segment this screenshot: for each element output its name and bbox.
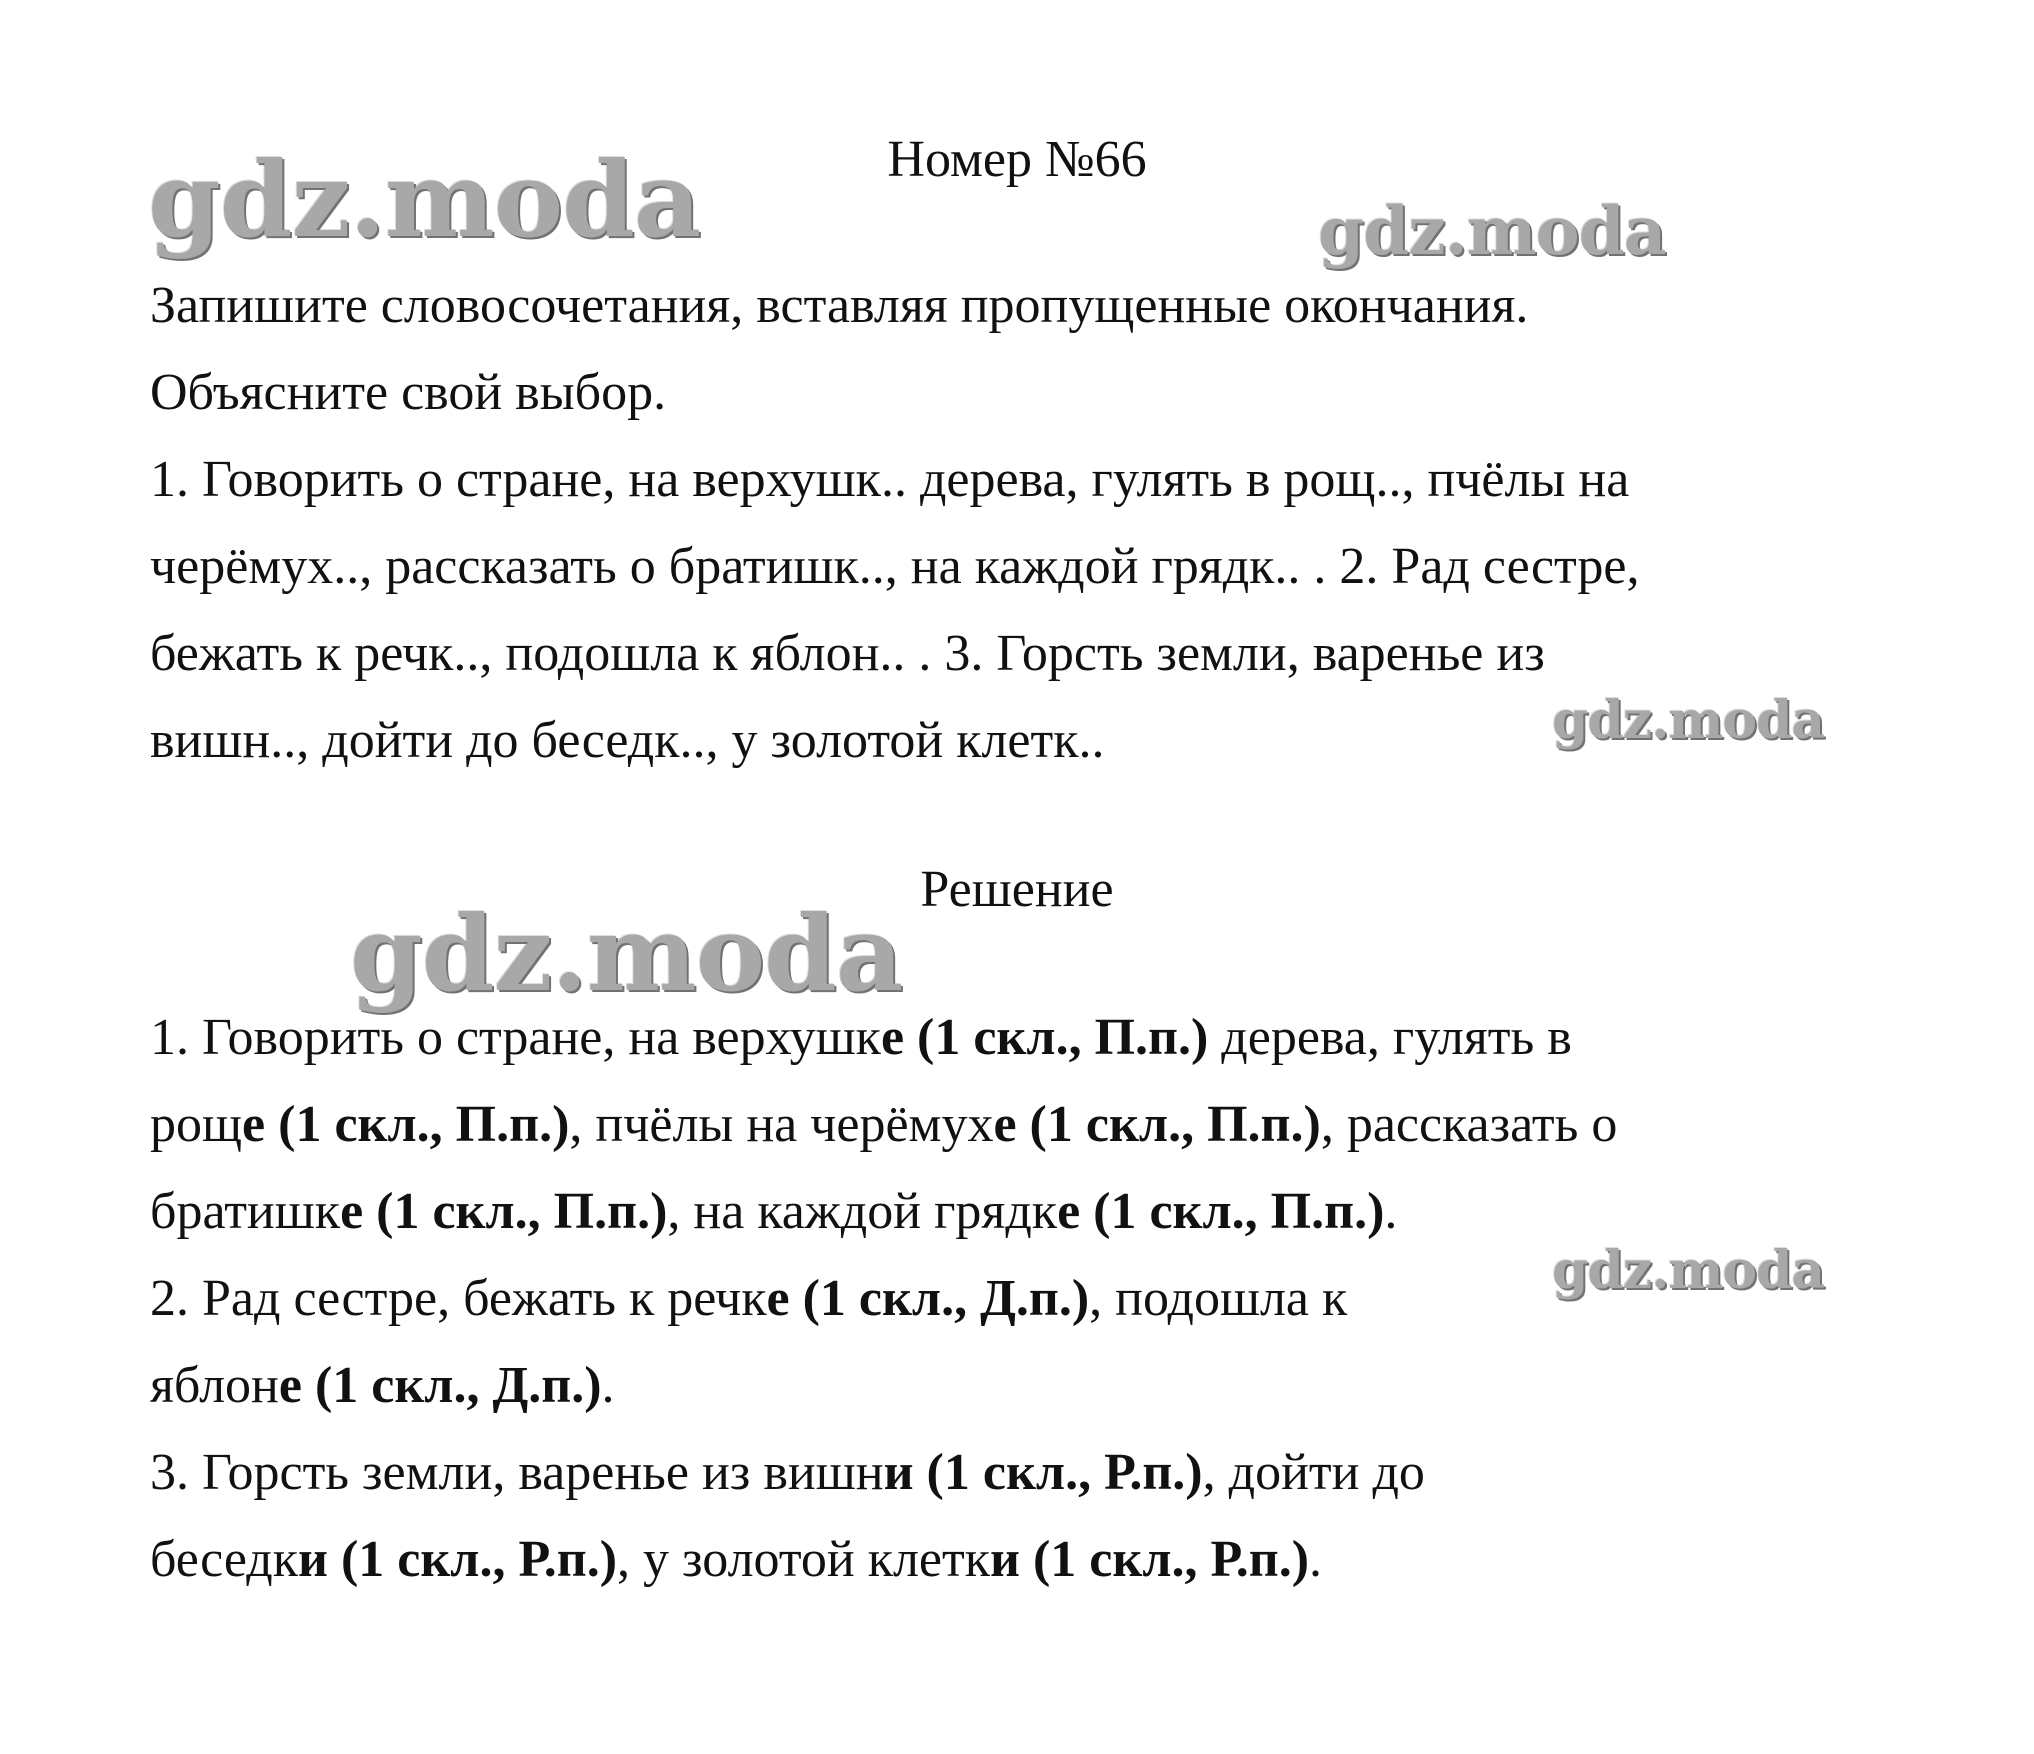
solution-line (150, 1168, 1910, 1255)
task-line: бежать к речк.., подошла к яблон.. . 3. Горсть земли, варенье из (150, 625, 1545, 682)
solution-answer: и (1 скл., Р.п.) (883, 1444, 1203, 1501)
solution-line (150, 1081, 1910, 1168)
page-title: Номер №66 (887, 131, 1147, 188)
solution-segment: 1. Говорить о стране, на верхушк (150, 1009, 881, 1066)
watermark: gdz.moda (350, 892, 903, 1015)
solution-line (150, 1516, 1910, 1603)
solution-segment: . (1309, 1531, 1323, 1588)
solution-segment: . (1384, 1183, 1398, 1240)
solution-segment: , рассказать о (1320, 1096, 1618, 1153)
task-line: Запишите словосочетания, вставляя пропущенные окончания. (150, 277, 1529, 334)
watermark: gdz.moda (1318, 192, 1666, 270)
task-line: Объясните свой выбор. (150, 364, 667, 421)
solution-line (150, 1342, 1910, 1429)
task-line: черёмух.., рассказать о братишк.., на каждой грядк.. . 2. Рад сестре, (150, 538, 1640, 595)
solution-segment: , подошла к (1089, 1270, 1348, 1327)
solution-line (150, 994, 1910, 1081)
solution-answer: е (1 скл., П.п.) (993, 1096, 1321, 1153)
solution-answer: е (1 скл., П.п.) (242, 1096, 570, 1153)
solution-answer: и (1 скл., Р.п.) (297, 1531, 618, 1588)
solution-answer: е (1 скл., П.п.) (1057, 1183, 1385, 1240)
solution-segment: братишк (150, 1183, 341, 1240)
solution-answer: е (1 скл., П.п.) (340, 1183, 668, 1240)
solution-answer: е (1 скл., Д.п.) (766, 1270, 1090, 1327)
task-text (150, 262, 1910, 784)
watermark: gdz.moda (148, 138, 701, 261)
watermark: gdz.moda (1552, 1240, 1825, 1301)
task-line: 1. Говорить о стране, на верхушк.. дерева, гулять в рощ.., пчёлы на (150, 451, 1630, 508)
solution-line (150, 1255, 1910, 1342)
watermark: gdz.moda (1552, 690, 1825, 751)
solution-text (150, 994, 1910, 1603)
solution-segment: рощ (150, 1096, 243, 1153)
solution-line (150, 1429, 1910, 1516)
solution-answer: е (1 скл., П.п.) (880, 1009, 1209, 1066)
solution-segment: дерева, гулять в (1208, 1009, 1572, 1066)
solution-segment: яблон (150, 1357, 279, 1414)
solution-segment: беседк (150, 1531, 298, 1588)
solution-segment: 3. Горсть земли, варенье из вишн (150, 1444, 884, 1501)
solution-segment: . (601, 1357, 615, 1414)
solution-answer: е (1 скл., Д.п.) (278, 1357, 602, 1414)
task-line: вишн.., дойти до беседк.., у золотой клетк.. (150, 712, 1105, 769)
solution-segment: , пчёлы на черёмух (569, 1096, 994, 1153)
solution-segment: , на каждой грядк (667, 1183, 1058, 1240)
solution-answer: и (1 скл., Р.п.) (990, 1531, 1310, 1588)
solution-segment: , дойти до (1202, 1444, 1425, 1501)
solution-title: Решение (920, 861, 1114, 918)
solution-segment: , у золотой клетк (617, 1531, 990, 1588)
solution-segment: 2. Рад сестре, бежать к речк (150, 1270, 767, 1327)
